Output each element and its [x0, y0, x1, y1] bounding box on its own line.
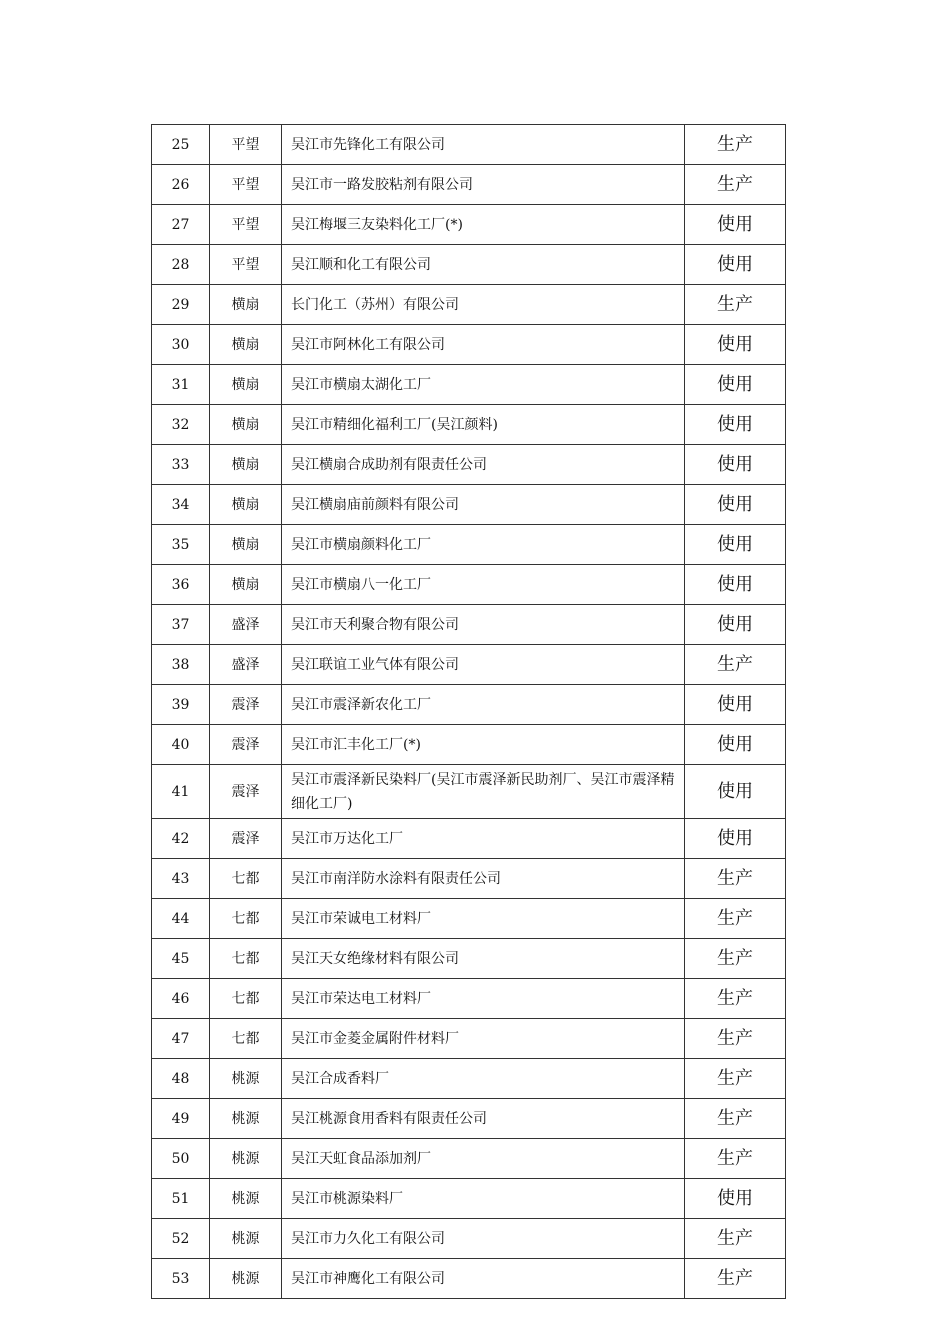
row-number: 25: [152, 125, 210, 165]
town-name: 震泽: [210, 765, 282, 819]
table-row: [152, 525, 786, 565]
table-row: [152, 1099, 786, 1139]
town-name: 震泽: [210, 819, 282, 859]
town-name: 平望: [210, 125, 282, 165]
table-row: [152, 939, 786, 979]
table-row: [152, 485, 786, 525]
town-name: 盛泽: [210, 645, 282, 685]
row-number: 52: [152, 1219, 210, 1259]
usage-type: 生产: [685, 1219, 786, 1259]
table-row: [152, 365, 786, 405]
table-row: [152, 245, 786, 285]
company-name: 吴江市精细化福利工厂(吴江颜料): [282, 405, 685, 445]
town-name: 桃源: [210, 1099, 282, 1139]
usage-type: 生产: [685, 1099, 786, 1139]
table-row: [152, 725, 786, 765]
table-row: [152, 1139, 786, 1179]
usage-type: 使用: [685, 685, 786, 725]
row-number: 32: [152, 405, 210, 445]
company-name: 吴江市金菱金属附件材料厂: [282, 1019, 685, 1059]
company-name: 吴江天女绝缘材料有限公司: [282, 939, 685, 979]
town-name: 横扇: [210, 325, 282, 365]
row-number: 49: [152, 1099, 210, 1139]
row-number: 39: [152, 685, 210, 725]
town-name: 横扇: [210, 365, 282, 405]
usage-type: 使用: [685, 605, 786, 645]
row-number: 48: [152, 1059, 210, 1099]
row-number: 38: [152, 645, 210, 685]
table-row: [152, 165, 786, 205]
usage-type: 使用: [685, 445, 786, 485]
row-number: 26: [152, 165, 210, 205]
row-number: 45: [152, 939, 210, 979]
company-name: 吴江市桃源染料厂: [282, 1179, 685, 1219]
usage-type: 生产: [685, 859, 786, 899]
company-name: 吴江天虹食品添加剂厂: [282, 1139, 685, 1179]
company-name: 吴江市南洋防水涂料有限责任公司: [282, 859, 685, 899]
row-number: 40: [152, 725, 210, 765]
usage-type: 使用: [685, 245, 786, 285]
row-number: 41: [152, 765, 210, 819]
table-row: [152, 205, 786, 245]
company-name: 吴江市天利聚合物有限公司: [282, 605, 685, 645]
row-number: 44: [152, 899, 210, 939]
table-row: [152, 899, 786, 939]
usage-type: 使用: [685, 485, 786, 525]
table-row: [152, 979, 786, 1019]
town-name: 横扇: [210, 445, 282, 485]
row-number: 31: [152, 365, 210, 405]
usage-type: 使用: [685, 205, 786, 245]
company-name: 吴江梅堰三友染料化工厂(*): [282, 205, 685, 245]
usage-type: 使用: [685, 365, 786, 405]
town-name: 七都: [210, 979, 282, 1019]
table-row: [152, 685, 786, 725]
table-row: [152, 1179, 786, 1219]
row-number: 35: [152, 525, 210, 565]
company-name: 吴江联谊工业气体有限公司: [282, 645, 685, 685]
table-row: [152, 445, 786, 485]
town-name: 盛泽: [210, 605, 282, 645]
row-number: 28: [152, 245, 210, 285]
town-name: 震泽: [210, 685, 282, 725]
company-name: 吴江横扇庙前颜料有限公司: [282, 485, 685, 525]
company-name: 吴江市荣诚电工材料厂: [282, 899, 685, 939]
table-row: [152, 405, 786, 445]
town-name: 横扇: [210, 485, 282, 525]
table-row: [152, 819, 786, 859]
table-body: [152, 125, 786, 1299]
usage-type: 生产: [685, 1019, 786, 1059]
usage-type: 使用: [685, 1179, 786, 1219]
table-row: [152, 285, 786, 325]
row-number: 29: [152, 285, 210, 325]
row-number: 43: [152, 859, 210, 899]
town-name: 横扇: [210, 285, 282, 325]
usage-type: 使用: [685, 765, 786, 819]
row-number: 33: [152, 445, 210, 485]
company-name: 吴江市先锋化工有限公司: [282, 125, 685, 165]
town-name: 桃源: [210, 1259, 282, 1299]
row-number: 27: [152, 205, 210, 245]
company-name: 吴江市一路发胶粘剂有限公司: [282, 165, 685, 205]
row-number: 46: [152, 979, 210, 1019]
row-number: 34: [152, 485, 210, 525]
company-name: 吴江市汇丰化工厂(*): [282, 725, 685, 765]
town-name: 七都: [210, 859, 282, 899]
usage-type: 生产: [685, 165, 786, 205]
town-name: 桃源: [210, 1179, 282, 1219]
usage-type: 生产: [685, 125, 786, 165]
company-name: 吴江顺和化工有限公司: [282, 245, 685, 285]
usage-type: 生产: [685, 899, 786, 939]
company-name: 吴江桃源食用香料有限责任公司: [282, 1099, 685, 1139]
town-name: 平望: [210, 165, 282, 205]
table-row: [152, 1259, 786, 1299]
enterprise-table: [151, 124, 786, 1299]
row-number: 36: [152, 565, 210, 605]
company-name: 吴江市震泽新农化工厂: [282, 685, 685, 725]
table-row: [152, 765, 786, 819]
table-row: [152, 125, 786, 165]
usage-type: 使用: [685, 565, 786, 605]
usage-type: 使用: [685, 405, 786, 445]
company-name: 吴江市横扇八一化工厂: [282, 565, 685, 605]
usage-type: 生产: [685, 645, 786, 685]
company-name: 吴江市横扇太湖化工厂: [282, 365, 685, 405]
company-name: 吴江市神鹰化工有限公司: [282, 1259, 685, 1299]
town-name: 桃源: [210, 1219, 282, 1259]
town-name: 横扇: [210, 565, 282, 605]
town-name: 桃源: [210, 1139, 282, 1179]
town-name: 七都: [210, 1019, 282, 1059]
table-row: [152, 859, 786, 899]
usage-type: 使用: [685, 725, 786, 765]
table-row: [152, 1019, 786, 1059]
usage-type: 使用: [685, 525, 786, 565]
town-name: 七都: [210, 939, 282, 979]
row-number: 30: [152, 325, 210, 365]
company-name: 吴江合成香料厂: [282, 1059, 685, 1099]
company-name: 吴江市震泽新民染料厂(吴江市震泽新民助剂厂、吴江市震泽精细化工厂): [282, 765, 685, 819]
usage-type: 生产: [685, 939, 786, 979]
row-number: 51: [152, 1179, 210, 1219]
town-name: 桃源: [210, 1059, 282, 1099]
town-name: 七都: [210, 899, 282, 939]
table-row: [152, 565, 786, 605]
town-name: 平望: [210, 245, 282, 285]
usage-type: 生产: [685, 1139, 786, 1179]
usage-type: 使用: [685, 819, 786, 859]
town-name: 横扇: [210, 525, 282, 565]
table-row: [152, 645, 786, 685]
row-number: 47: [152, 1019, 210, 1059]
row-number: 50: [152, 1139, 210, 1179]
row-number: 53: [152, 1259, 210, 1299]
usage-type: 使用: [685, 325, 786, 365]
usage-type: 生产: [685, 285, 786, 325]
town-name: 横扇: [210, 405, 282, 445]
company-name: 吴江市荣达电工材料厂: [282, 979, 685, 1019]
town-name: 震泽: [210, 725, 282, 765]
town-name: 平望: [210, 205, 282, 245]
table-row: [152, 1219, 786, 1259]
table-row: [152, 325, 786, 365]
company-name: 吴江市力久化工有限公司: [282, 1219, 685, 1259]
usage-type: 生产: [685, 1059, 786, 1099]
table-row: [152, 1059, 786, 1099]
usage-type: 生产: [685, 979, 786, 1019]
company-name: 长门化工（苏州）有限公司: [282, 285, 685, 325]
usage-type: 生产: [685, 1259, 786, 1299]
company-name: 吴江市万达化工厂: [282, 819, 685, 859]
company-name: 吴江市阿林化工有限公司: [282, 325, 685, 365]
company-name: 吴江市横扇颜料化工厂: [282, 525, 685, 565]
row-number: 37: [152, 605, 210, 645]
table-row: [152, 605, 786, 645]
row-number: 42: [152, 819, 210, 859]
company-name: 吴江横扇合成助剂有限责任公司: [282, 445, 685, 485]
